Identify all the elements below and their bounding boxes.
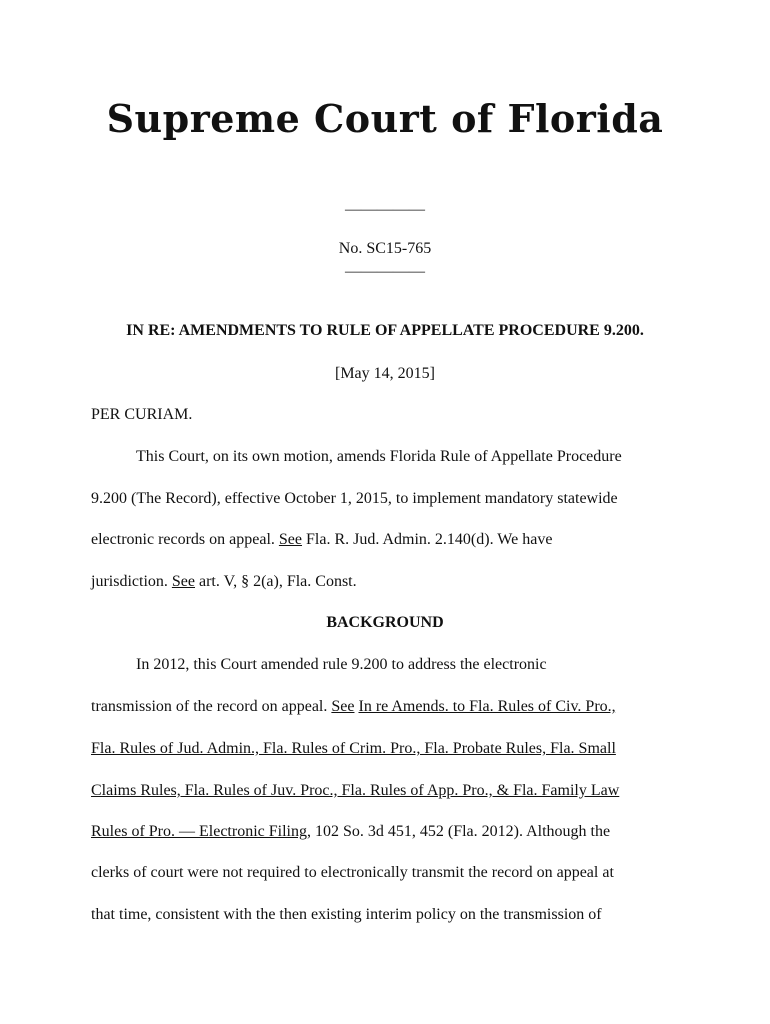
case-name: Rules of Pro. — Electronic Filing [91, 823, 307, 840]
section-heading: BACKGROUND [326, 614, 444, 631]
text-run: , 102 So. 3d 451, 452 (Fla. 2012). Although the [306, 823, 611, 840]
paragraph-line: 9.200 (The Record), effective October 1, 2015, to implement mandatory statewide [91, 490, 618, 507]
paragraph-line [91, 571, 691, 593]
text-run: art. V, § 2(a), Fla. Const. [195, 573, 357, 590]
paragraph-line: clerks of court were not required to electronically transmit the record on appeal at [91, 864, 614, 881]
case-name: In re Amends. to Fla. Rules of Civ. Pro., [358, 698, 616, 715]
text-run: transmission of the record on appeal. [91, 698, 332, 715]
paragraph-line [91, 696, 691, 718]
paragraph-line [91, 529, 691, 551]
text-run: jurisdiction. [91, 573, 172, 590]
case-caption: IN RE: AMENDMENTS TO RULE OF APPELLATE PROCEDURE 9.200. [126, 322, 644, 339]
case-number: No. SC15-765 [338, 240, 432, 257]
text-run: electronic records on appeal. [91, 531, 279, 548]
paragraph-line: This Court, on its own motion, amends Florida Rule of Appellate Procedure [136, 448, 622, 465]
separator-top: ————— [345, 201, 425, 218]
court-title: Supreme Court of Florida [106, 96, 664, 141]
case-name-line: Claims Rules, Fla. Rules of Juv. Proc., Fla. Rules of App. Pro., & Fla. Family Law [91, 782, 620, 799]
citation-signal: See [171, 573, 195, 590]
paragraph-line: that time, consistent with the then existing interim policy on the transmission of [91, 906, 602, 923]
opinion-date: [May 14, 2015] [335, 365, 435, 382]
case-name-line: Fla. Rules of Jud. Admin., Fla. Rules of Crim. Pro., Fla. Probate Rules, Fla. Small [91, 740, 616, 757]
paragraph-line [91, 821, 691, 843]
separator-bottom: ————— [345, 263, 425, 280]
paragraph-line: In 2012, this Court amended rule 9.200 to address the electronic [136, 656, 547, 673]
citation-signal: See [278, 531, 303, 548]
citation-signal: See [331, 698, 355, 715]
per-curiam: PER CURIAM. [91, 406, 193, 423]
text-run: Fla. R. Jud. Admin. 2.140(d). We have [302, 531, 553, 548]
